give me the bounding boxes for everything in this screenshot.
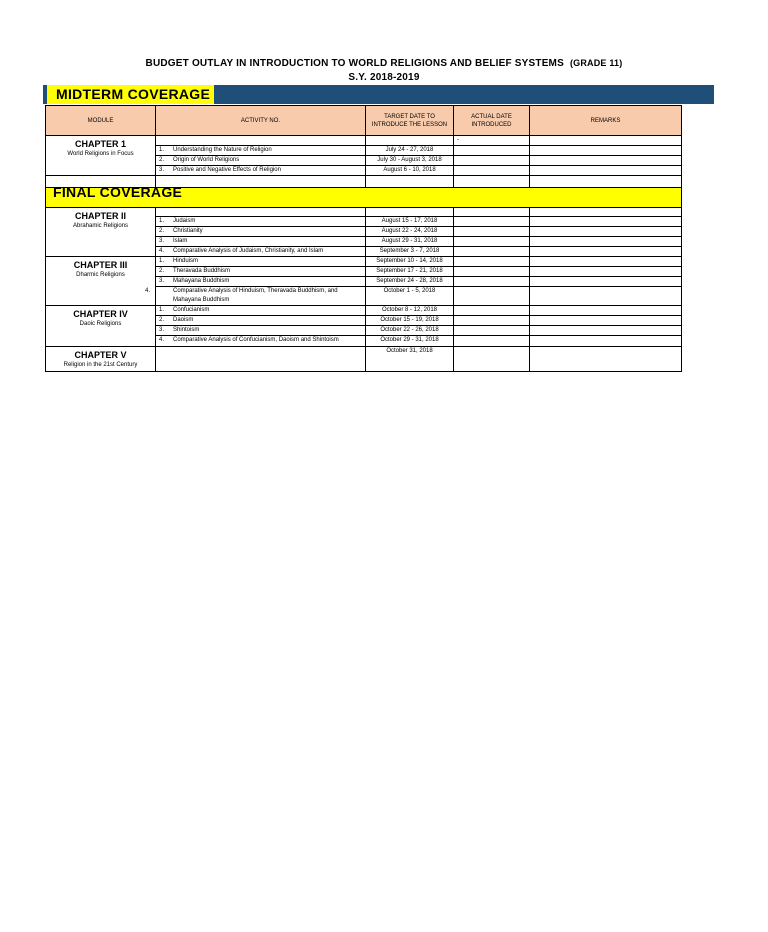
table-row: CHAPTER IV Daoic Religions 1. Confucianism October 8 - 12, 2018 bbox=[46, 306, 682, 316]
grade-label: (GRADE 11) bbox=[569, 58, 623, 68]
activity-text: Positive and Negative Effects of Religion bbox=[173, 167, 281, 173]
column-header-remarks: REMARKS bbox=[530, 106, 682, 136]
chapter-3-title: CHAPTER III bbox=[73, 260, 128, 270]
table-row: 3. Islam August 29 - 31, 2018 bbox=[46, 237, 682, 247]
target-date: July 24 - 27, 2018 bbox=[366, 146, 454, 156]
target-date: August 6 - 10, 2018 bbox=[366, 166, 454, 176]
table-row: 3. Positive and Negative Effects of Religion August 6 - 10, 2018 bbox=[46, 166, 682, 176]
budget-outlay-table bbox=[45, 105, 682, 372]
chapter-2-cell bbox=[46, 208, 156, 257]
table-row: 2. Daoism October 15 - 19, 2018 bbox=[46, 316, 682, 326]
table-row: 2. Origin of World Religions July 30 - August 3, 2018 bbox=[46, 156, 682, 166]
activity-text: Judaism bbox=[173, 218, 196, 224]
midterm-coverage-label: MIDTERM COVERAGE bbox=[43, 85, 214, 104]
target-date: October 15 - 19, 2018 bbox=[366, 316, 454, 326]
activity-text: Comparative Analysis of Confucianism, Daoism and Shintoism bbox=[173, 337, 339, 343]
activity-text: Theravada Buddhism bbox=[173, 268, 231, 274]
target-date: October 8 - 12, 2018 bbox=[366, 306, 454, 316]
target-date: October 1 - 5, 2018 bbox=[366, 287, 454, 306]
column-header-target-date: TARGET DATE TO INTRODUCE THE LESSON bbox=[366, 106, 454, 136]
table-row: 2. Theravada Buddhism September 17 - 21, 2018 bbox=[46, 267, 682, 277]
activity-text: Islam bbox=[173, 238, 188, 244]
final-coverage-row bbox=[46, 188, 682, 208]
chapter-2-title: CHAPTER II bbox=[74, 211, 126, 221]
activity-text: Comparative Analysis of Hinduism, Theravada Buddhism, and Mahayana Buddhism bbox=[173, 288, 338, 303]
activity-text: Confucianism bbox=[173, 307, 210, 313]
chapter-3-subtitle: Dharmic Religions bbox=[76, 272, 125, 278]
table-row: 2. Christianity August 22 - 24, 2018 bbox=[46, 227, 682, 237]
table-row: 4. Comparative Analysis of Judaism, Christianity, and Islam September 3 - 7, 2018 bbox=[46, 247, 682, 257]
table-row: 4. Comparative Analysis of Hinduism, Theravada Buddhism, and Mahayana Buddhism October 1 - 5, 2018 bbox=[46, 287, 682, 306]
target-date: September 3 - 7, 2018 bbox=[366, 247, 454, 257]
chapter-2-subtitle: Abrahamic Religions bbox=[72, 223, 129, 229]
chapter-1-subtitle: World Religions in Focus bbox=[67, 151, 134, 157]
activity-text: Understanding the Nature of Religion bbox=[173, 147, 272, 153]
activity-text: Origin of World Religions bbox=[173, 157, 240, 163]
activity-text: Daoism bbox=[173, 317, 194, 323]
activity-text: Shintoism bbox=[173, 327, 200, 333]
target-date: July 30 - August 3, 2018 bbox=[366, 156, 454, 166]
document-title bbox=[0, 58, 768, 69]
table-row: 3. Mahayana Buddhism September 24 - 28, 2018 bbox=[46, 277, 682, 287]
table-row: 3. Shintoism October 22 - 26, 2018 bbox=[46, 326, 682, 336]
chapter-4-cell bbox=[46, 306, 156, 347]
target-date: October 29 - 31, 2018 bbox=[366, 336, 454, 347]
chapter-5-subtitle: Religion in the 21st Century bbox=[63, 362, 138, 368]
target-date: September 17 - 21, 2018 bbox=[366, 267, 454, 277]
chapter-4-subtitle: Daoic Religions bbox=[79, 321, 122, 327]
chapter-3-cell bbox=[46, 257, 156, 306]
table-row bbox=[46, 347, 682, 372]
dash-mark: - bbox=[457, 137, 459, 143]
table-row: 4. Comparative Analysis of Confucianism, Daoism and Shintoism October 29 - 31, 2018 bbox=[46, 336, 682, 347]
target-date: August 15 - 17, 2018 bbox=[366, 217, 454, 227]
target-date: September 10 - 14, 2018 bbox=[366, 257, 454, 267]
chapter-1-title: CHAPTER 1 bbox=[74, 139, 126, 149]
school-year: S.Y. 2018-2019 bbox=[348, 72, 420, 83]
column-header-actual-date: ACTUAL DATE INTRODUCED bbox=[454, 106, 530, 136]
table-row: CHAPTER III Dharmic Religions 1. Hinduism September 10 - 14, 2018 bbox=[46, 257, 682, 267]
column-header-activity: ACTIVITY NO. bbox=[156, 106, 366, 136]
table-row: 1. Judaism August 15 - 17, 2018 bbox=[46, 217, 682, 227]
table-header-row bbox=[46, 106, 682, 136]
chapter-5-cell bbox=[46, 347, 156, 372]
activity-text: Comparative Analysis of Judaism, Christianity, and Islam bbox=[173, 248, 324, 254]
column-header-module: MODULE bbox=[46, 106, 156, 136]
target-date: September 24 - 28, 2018 bbox=[366, 277, 454, 287]
target-date: October 31, 2018 bbox=[366, 347, 454, 372]
activity-text: Mahayana Buddhism bbox=[173, 278, 230, 284]
chapter-4-title: CHAPTER IV bbox=[73, 309, 128, 319]
target-date: August 22 - 24, 2018 bbox=[366, 227, 454, 237]
table-row bbox=[46, 208, 682, 217]
final-coverage-label: FINAL COVERAGE bbox=[53, 184, 183, 200]
table-row: 1. Understanding the Nature of Religion July 24 - 27, 2018 bbox=[46, 146, 682, 156]
document-title-text: BUDGET OUTLAY IN INTRODUCTION TO WORLD RELIGIONS AND BELIEF SYSTEMS bbox=[145, 58, 564, 69]
target-date: October 22 - 26, 2018 bbox=[366, 326, 454, 336]
activity-text: Hinduism bbox=[173, 258, 199, 264]
chapter-1-cell bbox=[46, 136, 156, 176]
chapter-5-title: CHAPTER V bbox=[74, 350, 127, 360]
activity-text: Christianity bbox=[173, 228, 203, 234]
table-row bbox=[46, 136, 682, 146]
target-date: August 29 - 31, 2018 bbox=[366, 237, 454, 247]
